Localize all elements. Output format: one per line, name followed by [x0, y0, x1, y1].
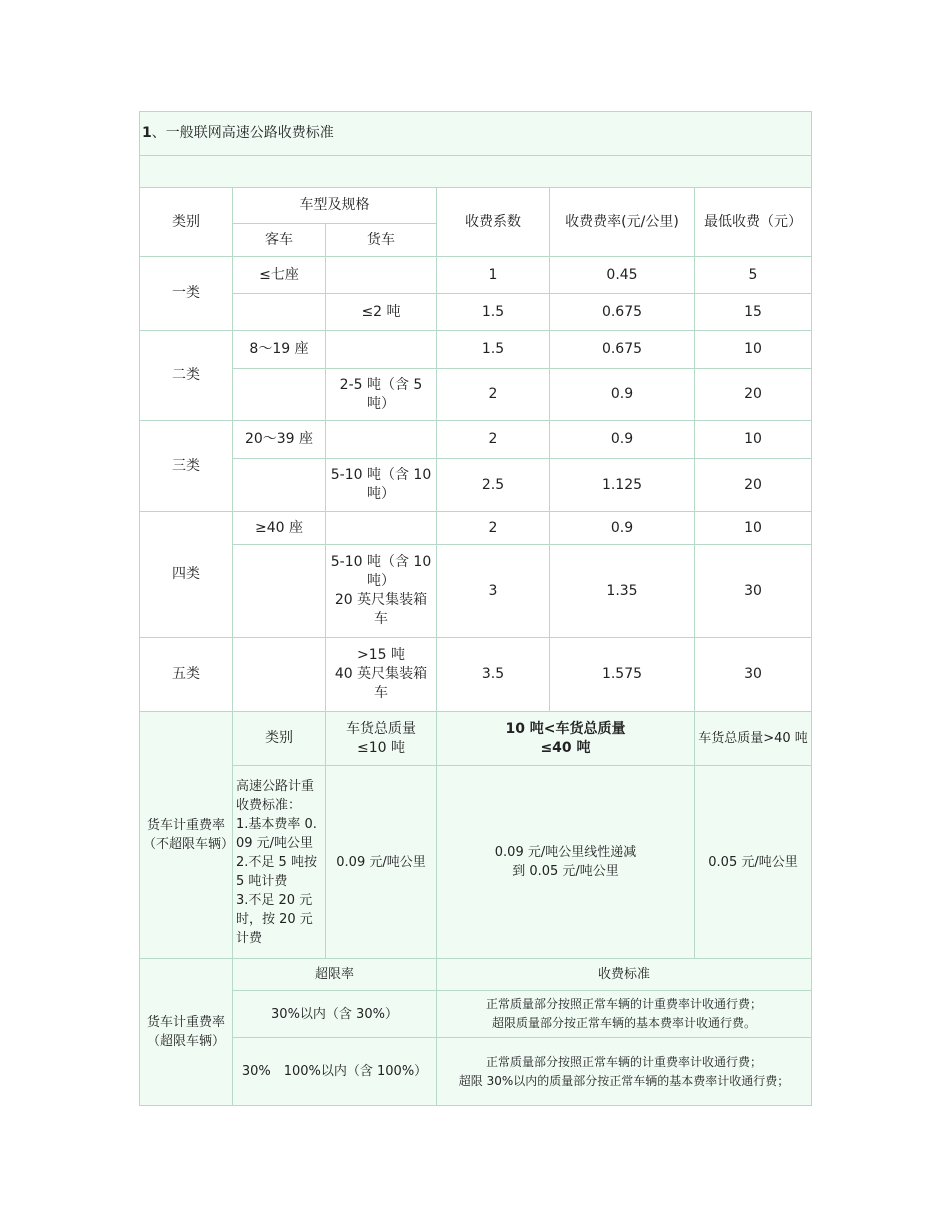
passenger-spec: ≤七座 [233, 257, 326, 294]
table-row [140, 331, 812, 369]
rate-value: 0.9 [550, 369, 695, 421]
coefficient-value: 2.5 [437, 459, 550, 512]
minimum-value: 20 [695, 459, 812, 512]
rate-value: 0.675 [550, 294, 695, 331]
cargo-spec: >15 吨 40 英尺集装箱车 [326, 638, 437, 712]
table-row [140, 294, 812, 331]
minimum-value: 30 [695, 638, 812, 712]
passenger-spec [233, 369, 326, 421]
over-rate-head: 超限率 [233, 959, 437, 991]
spacer-row [140, 156, 812, 188]
rate-value: 1.125 [550, 459, 695, 512]
table-row [140, 459, 812, 512]
passenger-spec [233, 459, 326, 512]
table-row [140, 421, 812, 459]
cargo-spec [326, 512, 437, 545]
title-text: 、一般联网高速公路收费标准 [151, 125, 334, 141]
rate-value: 0.45 [550, 257, 695, 294]
table-row [140, 991, 812, 1038]
class-name: 一类 [140, 257, 233, 331]
weight-col1-value: 0.09 元/吨公里 [326, 766, 437, 959]
header-cargo: 货车 [326, 224, 437, 257]
title-number: 1 [142, 125, 152, 141]
minimum-value: 10 [695, 421, 812, 459]
over-standard-head: 收费标准 [437, 959, 812, 991]
cargo-spec [326, 331, 437, 369]
over-standard-value: 正常质量部分按照正常车辆的计重费率计收通行费； 超限质量部分按正常车辆的基本费率计收通行费。 [437, 991, 812, 1038]
class-name: 二类 [140, 331, 233, 421]
rate-value: 1.575 [550, 638, 695, 712]
passenger-spec [233, 294, 326, 331]
toll-fee-table [139, 111, 812, 1106]
cargo-spec: ≤2 吨 [326, 294, 437, 331]
class-name: 三类 [140, 421, 233, 512]
cargo-spec: 2-5 吨（含 5 吨） [326, 369, 437, 421]
table-row [140, 512, 812, 545]
minimum-value: 5 [695, 257, 812, 294]
passenger-spec: 8～19 座 [233, 331, 326, 369]
cargo-spec [326, 257, 437, 294]
header-row-1 [140, 188, 812, 224]
coefficient-value: 2 [437, 369, 550, 421]
header-category: 类别 [140, 188, 233, 257]
weight-over-header-row [140, 959, 812, 991]
header-vehicle-spec: 车型及规格 [233, 188, 437, 224]
rate-value: 0.9 [550, 421, 695, 459]
class-name: 四类 [140, 512, 233, 638]
weight-normal-category: 类别 [233, 712, 326, 766]
weight-col2-value: 0.09 元/吨公里线性递减 到 0.05 元/吨公里 [437, 766, 695, 959]
weight-col1-head: 车货总质量 ≤10 吨 [326, 712, 437, 766]
minimum-value: 10 [695, 512, 812, 545]
over-standard-value: 正常质量部分按照正常车辆的计重费率计收通行费； 超限 30%以内的质量部分按正常车辆的基本费率计收通行费； [437, 1038, 812, 1106]
table-row [140, 257, 812, 294]
rate-value: 1.35 [550, 545, 695, 638]
weight-col2-head: 10 吨<车货总质量 ≤40 吨 [437, 712, 695, 766]
table-row [140, 638, 812, 712]
coefficient-value: 2 [437, 512, 550, 545]
passenger-spec: ≥40 座 [233, 512, 326, 545]
rate-value: 0.675 [550, 331, 695, 369]
table-row [140, 369, 812, 421]
header-rate: 收费费率(元/公里) [550, 188, 695, 257]
cargo-spec: 5-10 吨（含 10 吨） 20 英尺集装箱车 [326, 545, 437, 638]
cargo-spec [326, 421, 437, 459]
coefficient-value: 1.5 [437, 294, 550, 331]
table-row [140, 1038, 812, 1106]
weight-standard-text: 高速公路计重收费标准： 1.基本费率 0.09 元/吨公里 2.不足 5 吨按 5 吨计费 3.不足 20 元时，按 20 元计费 [233, 766, 326, 959]
cargo-spec: 5-10 吨（含 10 吨） [326, 459, 437, 512]
passenger-spec: 20～39 座 [233, 421, 326, 459]
minimum-value: 20 [695, 369, 812, 421]
minimum-value: 10 [695, 331, 812, 369]
coefficient-value: 3 [437, 545, 550, 638]
weight-col3-value: 0.05 元/吨公里 [695, 766, 812, 959]
coefficient-value: 1 [437, 257, 550, 294]
over-rate-value: 30% 100%以内（含 100%） [233, 1038, 437, 1106]
coefficient-value: 3.5 [437, 638, 550, 712]
spacer-cell [140, 156, 812, 188]
class-name: 五类 [140, 638, 233, 712]
weight-normal-value-row [140, 766, 812, 959]
table-title [140, 112, 812, 156]
title-row [140, 112, 812, 156]
weight-normal-label: 货车计重费率（不超限车辆） [140, 712, 233, 959]
minimum-value: 30 [695, 545, 812, 638]
passenger-spec [233, 545, 326, 638]
table-row [140, 545, 812, 638]
passenger-spec [233, 638, 326, 712]
document-page [139, 111, 811, 1106]
minimum-value: 15 [695, 294, 812, 331]
weight-normal-header-row [140, 712, 812, 766]
weight-over-label: 货车计重费率（超限车辆） [140, 959, 233, 1106]
header-coefficient: 收费系数 [437, 188, 550, 257]
coefficient-value: 1.5 [437, 331, 550, 369]
header-minimum: 最低收费（元） [695, 188, 812, 257]
coefficient-value: 2 [437, 421, 550, 459]
header-passenger: 客车 [233, 224, 326, 257]
over-rate-value: 30%以内（含 30%） [233, 991, 437, 1038]
weight-col3-head: 车货总质量>40 吨 [695, 712, 812, 766]
rate-value: 0.9 [550, 512, 695, 545]
